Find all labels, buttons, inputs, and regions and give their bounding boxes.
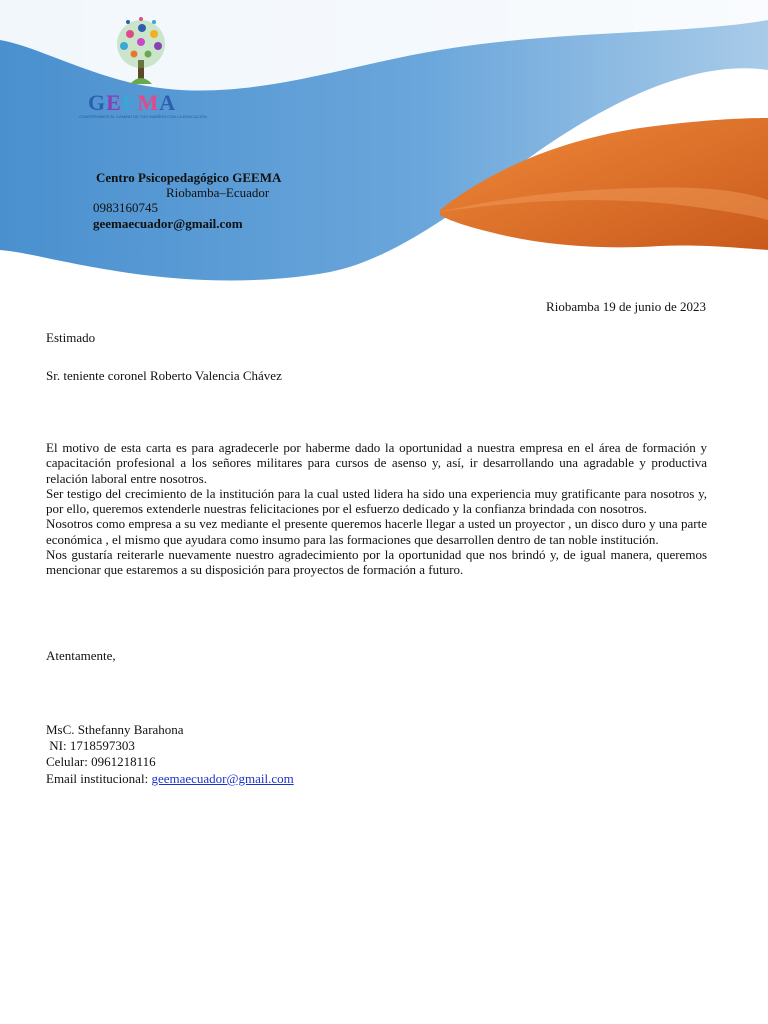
body-paragraph: Nosotros como empresa a su vez mediante el presente queremos hacerle llegar a usted un proyector , un disco duro y una parte económica , el mismo que ayudara como insumo para las formaciones que desarrollen dentro de tan noble institución. <box>46 516 707 547</box>
recipient: Sr. teniente coronel Roberto Valencia Chávez <box>46 368 282 383</box>
org-city: Riobamba–Ecuador <box>166 185 270 200</box>
logo-letter: A <box>159 90 177 115</box>
signature-phone: Celular: 0961218116 <box>46 754 156 769</box>
logo-letter: M <box>137 90 160 115</box>
logo-letter: G <box>88 90 107 115</box>
signature-email-link[interactable]: geemaecuador@gmail.com <box>151 771 294 786</box>
geema-logo <box>68 14 218 124</box>
salutation: Estimado <box>46 330 96 345</box>
logo-wordmark <box>88 90 176 116</box>
body-paragraph: Ser testigo del crecimiento de la institución para la cual usted lidera ha sido una experiencia muy gratificante para nosotros y, por ello, queremos extenderle nuestras felicitaciones por el esfuerzo dedicado y la confianza brindada con nosotros. <box>46 485 707 517</box>
tree-of-people-icon <box>68 14 218 92</box>
org-email: geemaecuador@gmail.com <box>93 216 243 231</box>
logo-tagline: CONSTRUIMOS EL CAMINO DE TUS SUEÑOS CON LA EDUCACIÓN <box>79 114 207 119</box>
logo-letter: E <box>121 90 138 115</box>
body-paragraph: Nos gustaría reiterarle nuevamente nuestro agradecimiento por la oportunidad que nos brindó y, de igual manera, queremos mencionar que estaremos a su disposición para proyectos de formación a futuro. <box>46 547 707 578</box>
letter-body <box>46 440 707 578</box>
logo-letter: E <box>106 90 122 115</box>
signature-email-label: Email institucional: <box>46 771 152 786</box>
body-paragraph: El motivo de esta carta es para agradecerle por haberme dado la oportunidad a nuestra empresa en el área de formación y capacitación profesional a los señores militares para cursos de asenso y, así, ir desarrollando una agradable y productiva relación laboral entre nosotros. <box>46 440 707 486</box>
org-phone: 0983160745 <box>93 200 158 215</box>
signature-email-line <box>46 771 294 786</box>
letter-date: Riobamba 19 de junio de 2023 <box>546 299 706 314</box>
signature-name: MsC. Sthefanny Barahona <box>46 722 184 737</box>
closing: Atentamente, <box>46 648 116 663</box>
org-name: Centro Psicopedagógico GEEMA <box>96 170 282 185</box>
signature-id: NI: 1718597303 <box>46 738 135 753</box>
